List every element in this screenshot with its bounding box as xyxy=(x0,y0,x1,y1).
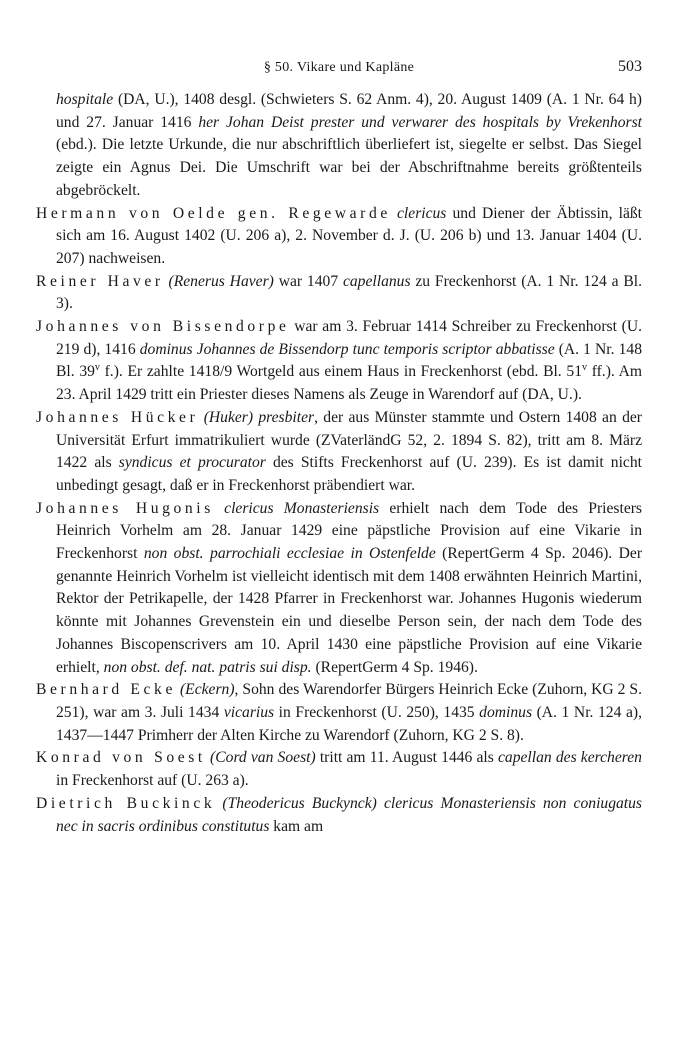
entry-johannes-hugonis xyxy=(36,498,642,680)
text-span: (DA, U.), 1408 desgl. (Schwieters S. 62 Anm. 4), 20. August 1409 (A. 1 Nr. 64 h) und 27. Januar 1416 xyxy=(56,91,642,131)
person-name: Dietrich Buckinck xyxy=(36,794,216,812)
italic-span: (Cord van Soest) xyxy=(210,749,316,767)
italic-span: clericus Monasteriensis xyxy=(224,499,380,517)
text-span: ff.). Am 23. April 1429 tritt ein Priester dieses Namens als Zeuge in Warendorf auf (DA, U.). xyxy=(56,363,643,404)
person-name: Johannes Hücker xyxy=(36,408,199,426)
person-name: Bernhard Ecke xyxy=(36,681,176,699)
italic-span: clericus xyxy=(397,204,447,222)
entry-dietrich-buckinck xyxy=(36,793,642,838)
text-span: in Freckenhorst (U. 250), 1435 xyxy=(274,703,480,721)
entry-johannes-von-bissendorpe xyxy=(36,316,642,407)
running-title: § 50. Vikare und Kapläne xyxy=(263,60,415,75)
text-span: , der aus Münster stammte und Ostern 1408 an der Universität Erfurt immatrikuliert wurde (ZVaterländG 52, 2. 1894 S. 82), tritt am 8. März 1422 als xyxy=(56,408,642,472)
italic-span: her Johan Deist prester und verwarer des hospitals by Vrekenhorst xyxy=(198,113,642,131)
entry-hermann-von-oelde xyxy=(36,203,642,271)
text-span: war 1407 xyxy=(273,272,343,290)
text-span: kam am xyxy=(269,817,324,835)
text-span: tritt am 11. August 1446 als xyxy=(315,749,498,767)
text-span: f.). Er zahlte 1418/9 Wortgeld aus einem Haus in Freckenhorst (ebd. Bl. 51 xyxy=(99,363,582,381)
text-span: (A. 1 Nr. 124 a), 1437—1447 Primherr der Alten Kirche zu Warendorf (Zuhorn, KG 2 S. 8). xyxy=(56,703,643,744)
text-span: in Freckenhorst auf (U. 263 a). xyxy=(56,772,249,790)
italic-span: capellanus xyxy=(342,272,411,290)
person-name: Johannes Hugonis xyxy=(36,499,214,517)
page-header xyxy=(36,60,642,84)
italic-span: (Huker) presbiter xyxy=(203,408,315,426)
text-span xyxy=(214,500,224,517)
entry-konrad-von-soest xyxy=(36,747,642,792)
italic-span: dominus xyxy=(479,703,533,721)
text-span: zu Freckenhorst (A. 1 Nr. 124 a Bl. 3). xyxy=(56,272,642,313)
entry-reiner-haver xyxy=(36,271,642,316)
person-name: Hermann von Oelde gen. Regewarde xyxy=(36,204,391,222)
text-span: (ebd.). Die letzte Urkunde, die nur abschriftlich überliefert ist, siegelte er selbst. Das Siegel zeigte ein Agnus Dei. Die Umschrift war bei der Abschriftnahme bereits größtenteils abgebröckelt. xyxy=(56,136,642,199)
italic-span: syndicus et procurator xyxy=(118,454,266,472)
text-span: , Sohn des Warendorfer Bürgers Heinrich Ecke (Zuhorn, KG 2 S. 251), war am 3. Juli 1434 xyxy=(56,681,642,721)
person-name: Johannes von Bissendorpe xyxy=(36,318,290,336)
italic-span: (Eckern) xyxy=(179,681,235,699)
text-span: (RepertGerm 4 Sp. 1946). xyxy=(311,658,478,676)
italic-span: non obst. def. nat. patris sui disp. xyxy=(103,658,312,676)
text-span: erhielt nach dem Tode des Priesters Heinrich Vorhelm am 28. Januar 1429 eine päpstliche Provision auf eine Vikarie in Freckenhorst xyxy=(56,499,643,563)
text-span: (RepertGerm 4 Sp. 2046). Der genannte Heinrich Vorhelm ist vielleicht identisch mit dem 1408 erwähnten Heinrich Martini, Rektor der Petrikapelle, der 1428 Pfarrer in Freckenhorst war. Johannes Hugonis wiederum könnte mit Johannes Grevenstein ein und dieselbe Person sein, der nach dem Tode des Johannes Biscopenscrivers am 10. April 1430 eine päpstliche Provision auf eine Vikarie erhielt, xyxy=(56,545,643,676)
text-span: (A. 1 Nr. 148 Bl. 39 xyxy=(56,340,642,381)
text-span: war am 3. Februar 1414 Schreiber zu Freckenhorst (U. 219 d), 1416 xyxy=(56,318,642,358)
superscript: v xyxy=(582,362,587,374)
body-text xyxy=(36,89,642,838)
italic-span: hospitale xyxy=(56,91,114,108)
entry-bernhard-ecke xyxy=(36,679,642,747)
italic-span: (Theodericus Buckynck) clericus Monasteriensis non coniugatus nec in sacris ordinibus constitutus xyxy=(56,794,642,835)
entry-johannes-huecker xyxy=(36,407,642,498)
italic-span: capellan des kercheren xyxy=(498,749,642,767)
italic-span: (Renerus Haver) xyxy=(168,272,274,290)
italic-span: non obst. parrochiali ecclesiae in Ostenfelde xyxy=(143,545,436,563)
entry-continuation xyxy=(36,89,642,203)
italic-span: vicarius xyxy=(223,703,275,721)
person-name: Reiner Haver xyxy=(36,272,164,290)
page-number: 503 xyxy=(618,58,642,75)
text-span: und Diener der Äbtissin, läßt sich am 16. August 1402 (U. 206 a), 2. November d. J. (U. 206 b) und 13. Januar 1404 (U. 207) nachweisen. xyxy=(56,204,642,267)
superscript: v xyxy=(94,362,100,374)
person-name: Konrad von Soest xyxy=(36,749,206,767)
italic-span: dominus Johannes de Bissendorp tunc temporis scriptor abbatisse xyxy=(139,340,555,358)
text-span: des Stifts Freckenhorst auf (U. 239). Es ist damit nicht unbedingt gesagt, daß er in Freckenhorst präbendiert war. xyxy=(56,454,642,494)
